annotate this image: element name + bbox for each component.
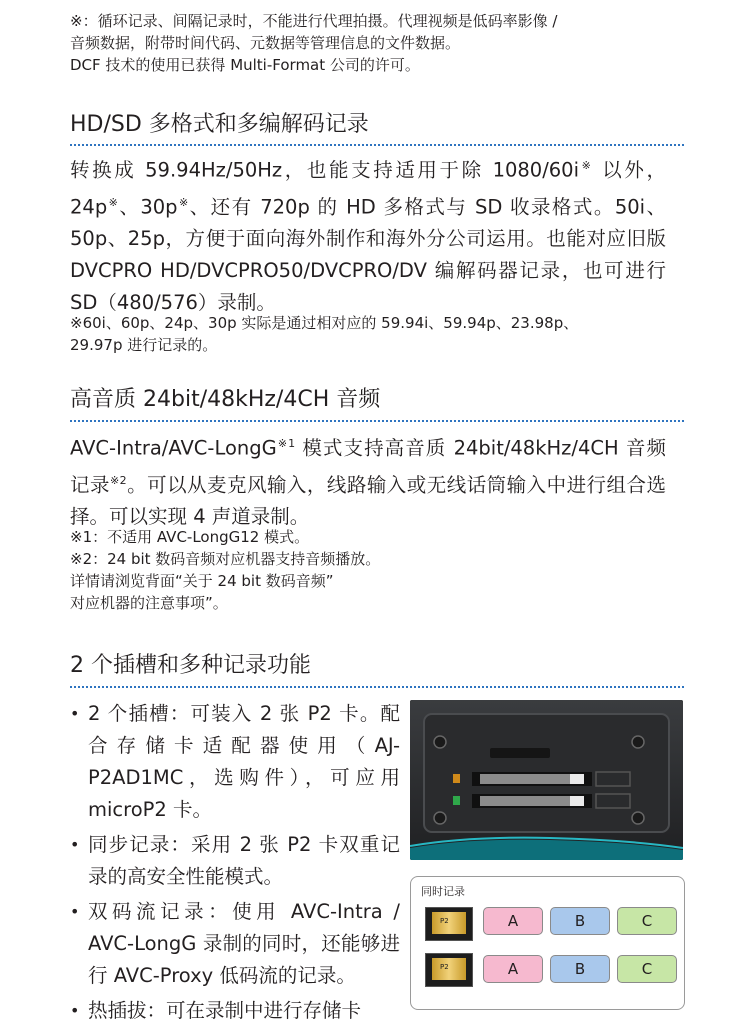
simultaneous-record-diagram — [410, 876, 685, 1010]
hd-sd-note-2: 29.97p 进行记录的。 — [70, 336, 218, 354]
top-notes — [70, 10, 670, 76]
pill-a: A — [483, 955, 543, 983]
audio-note-3: 详情请浏览背面“关于 24 bit 数码音频” — [70, 572, 334, 590]
slots-bullet-list — [70, 698, 400, 1030]
bullet-two-slots: • 2 个插槽：可装入 2 张 P2 卡。配合存储卡适配器使用（AJ-P2AD1MC，选购件），可应用 microP2 卡。 — [70, 698, 400, 826]
diagram-title: 同时记录 — [421, 885, 465, 898]
hd-sd-footnote — [70, 312, 670, 356]
slots-divider — [70, 686, 684, 688]
audio-note-2: ※2：24 bit 数码音频对应机器支持音频播放。 — [70, 550, 381, 568]
card-slot-illustration — [410, 700, 683, 860]
hd-sd-paragraph: 转换成 59.94Hz/50Hz，也能支持适用于除 1080/60i※ 以外，24p※、30p※、还有 720p 的 HD 多格式与 SD 收录格式。50i、50p、25p，方便于面向海外制作和海外分公司运用。也能对应旧版 DVCPRO HD/DVCPRO50/DVCPRO/DV 编解码器记录，也可进行 SD（480/576）录制。 — [70, 158, 667, 314]
hd-sd-heading: HD/SD 多格式和多编解码记录 — [70, 112, 369, 137]
hd-sd-divider — [70, 144, 684, 146]
slots-heading: 2 个插槽和多种记录功能 — [70, 653, 311, 678]
pill-b: B — [550, 955, 610, 983]
pill-c: C — [617, 955, 677, 983]
top-note-line-2: 音频数据，附带时间代码、元数据等管理信息的文件数据。 — [70, 34, 461, 52]
bullet-sync-record: • 同步记录：采用 2 张 P2 卡双重记录的高安全性能模式。 — [70, 829, 400, 893]
pill-a: A — [483, 907, 543, 935]
p2-card-icon: P2 — [425, 907, 473, 941]
audio-note-1: ※1：不适用 AVC-LongG12 模式。 — [70, 528, 310, 546]
bullet-hot-swap: • 热插拔：可在录制中进行存储卡 — [70, 995, 400, 1027]
p2-card-icon: P2 — [425, 953, 473, 987]
top-note-line-1: ※：循环记录、间隔记录时，不能进行代理拍摄。代理视频是低码率影像 / — [70, 12, 558, 30]
pill-b: B — [550, 907, 610, 935]
audio-divider — [70, 420, 684, 422]
audio-note-4: 对应机器的注意事项”。 — [70, 594, 228, 612]
card-slot-photo — [410, 700, 683, 860]
bullet-dual-stream: • 双码流记录：使用 AVC-Intra / AVC-LongG 录制的同时，还能够进行 AVC-Proxy 低码流的记录。 — [70, 896, 400, 992]
pill-c: C — [617, 907, 677, 935]
audio-paragraph: AVC-Intra/AVC-LongG$^{※1}$ 模式支持高音质 24bit/48kHz/4CH 音频记录$^{※2}$。可以从麦克风输入，线路输入或无线话筒输入中进行组合选择。可以实现 4 声道录制。 — [70, 436, 666, 528]
hd-sd-note-1: ※60i、60p、24p、30p 实际是通过相对应的 59.94i、59.94p、23.98p、 — [70, 314, 579, 332]
top-note-line-3: DCF 技术的使用已获得 Multi-Format 公司的许可。 — [70, 56, 420, 74]
audio-footnote — [70, 526, 670, 614]
audio-heading: 高音质 24bit/48kHz/4CH 音频 — [70, 387, 381, 412]
